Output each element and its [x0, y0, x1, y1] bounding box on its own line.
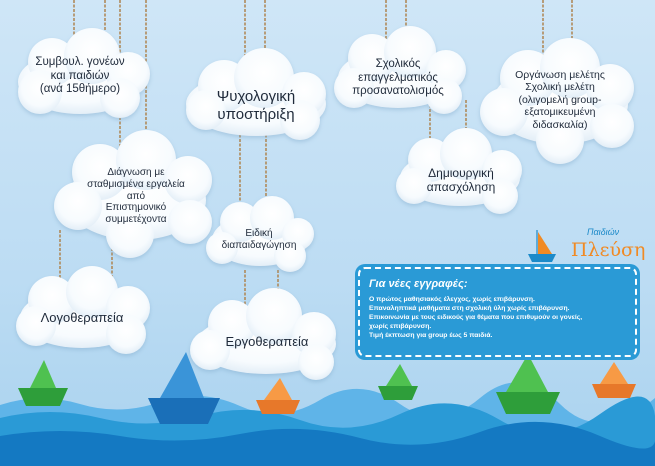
cloud-text: Ειδική: [245, 228, 273, 239]
notice-lines: [369, 296, 629, 341]
cloud-text: Λογοθεραπεία: [40, 310, 124, 325]
cloud-psych-support: [186, 88, 326, 123]
cloud-text: Εργοθεραπεία: [225, 334, 309, 349]
cloud-text: (ανά 15θήμερο): [39, 83, 121, 96]
cloud-text: υποστήριξη: [217, 105, 295, 123]
cloud-text: (ολιγομελή group-: [518, 93, 602, 106]
logo-big-text: Πλεύση: [571, 239, 646, 261]
cloud-special-ed: [212, 228, 306, 252]
cloud-text: σταθμισμένα εργαλεία: [87, 178, 185, 190]
logo: [527, 227, 647, 267]
cloud-diagnosis: [64, 167, 208, 226]
logo-small-text: Παιδιών: [587, 227, 620, 237]
notice-line: χωρίς επιβάρυνση.: [369, 322, 432, 330]
notice-title: Για νέες εγγραφές:: [369, 278, 468, 290]
cloud-text: Δημιουργική: [428, 166, 494, 180]
cloud-text: συμμετέχοντα: [105, 214, 167, 226]
cloud-career-guidance: [340, 58, 456, 99]
cloud-text: εξατομικευμένη: [524, 106, 596, 119]
notice-line: Επαναληπτικά μαθήματα στη σχολική ύλη χωρίς επιβάρυνση.: [369, 304, 570, 312]
cloud-occupational: [200, 334, 334, 349]
cloud-text: διαπαιδαγώγηση: [221, 239, 297, 251]
cloud-speech: [22, 310, 142, 325]
notice-line: Επικοινωνία με τους ειδικούς για θέματα που επιθυμούν οι γονείς,: [369, 313, 583, 321]
cloud-text: Συμβουλ. γονέων: [35, 56, 125, 68]
notice-line: Τιμή έκπτωση για group έως 5 παιδιά.: [369, 331, 493, 339]
cloud-text: Διάγνωση με: [107, 167, 165, 178]
cloud-text: Οργάνωση μελέτης: [515, 69, 605, 81]
new-registrations-notice: [358, 267, 637, 357]
cloud-text: από: [126, 190, 146, 202]
cloud-text: απασχόληση: [426, 180, 496, 195]
cloud-text: Σχολική μελέτη: [525, 81, 595, 94]
notice-line: Ο πρώτος μαθησιακός έλεγχος, χωρίς επιβάρυνση.: [369, 296, 535, 303]
cloud-text: Ψυχολογική: [216, 88, 296, 105]
cloud-text: Επιστημονικό: [105, 202, 167, 214]
cloud-text: προσανατολισμός: [352, 85, 444, 98]
cloud-parents-counseling: [20, 56, 140, 97]
cloud-creative: [406, 166, 516, 194]
cloud-text: επαγγελματικός: [358, 71, 438, 84]
cloud-text: και παιδιών: [50, 69, 110, 82]
cloud-study-org: [492, 69, 628, 131]
cloud-text: διδασκαλία): [532, 118, 588, 131]
cloud-text: Σχολικός: [375, 58, 421, 70]
